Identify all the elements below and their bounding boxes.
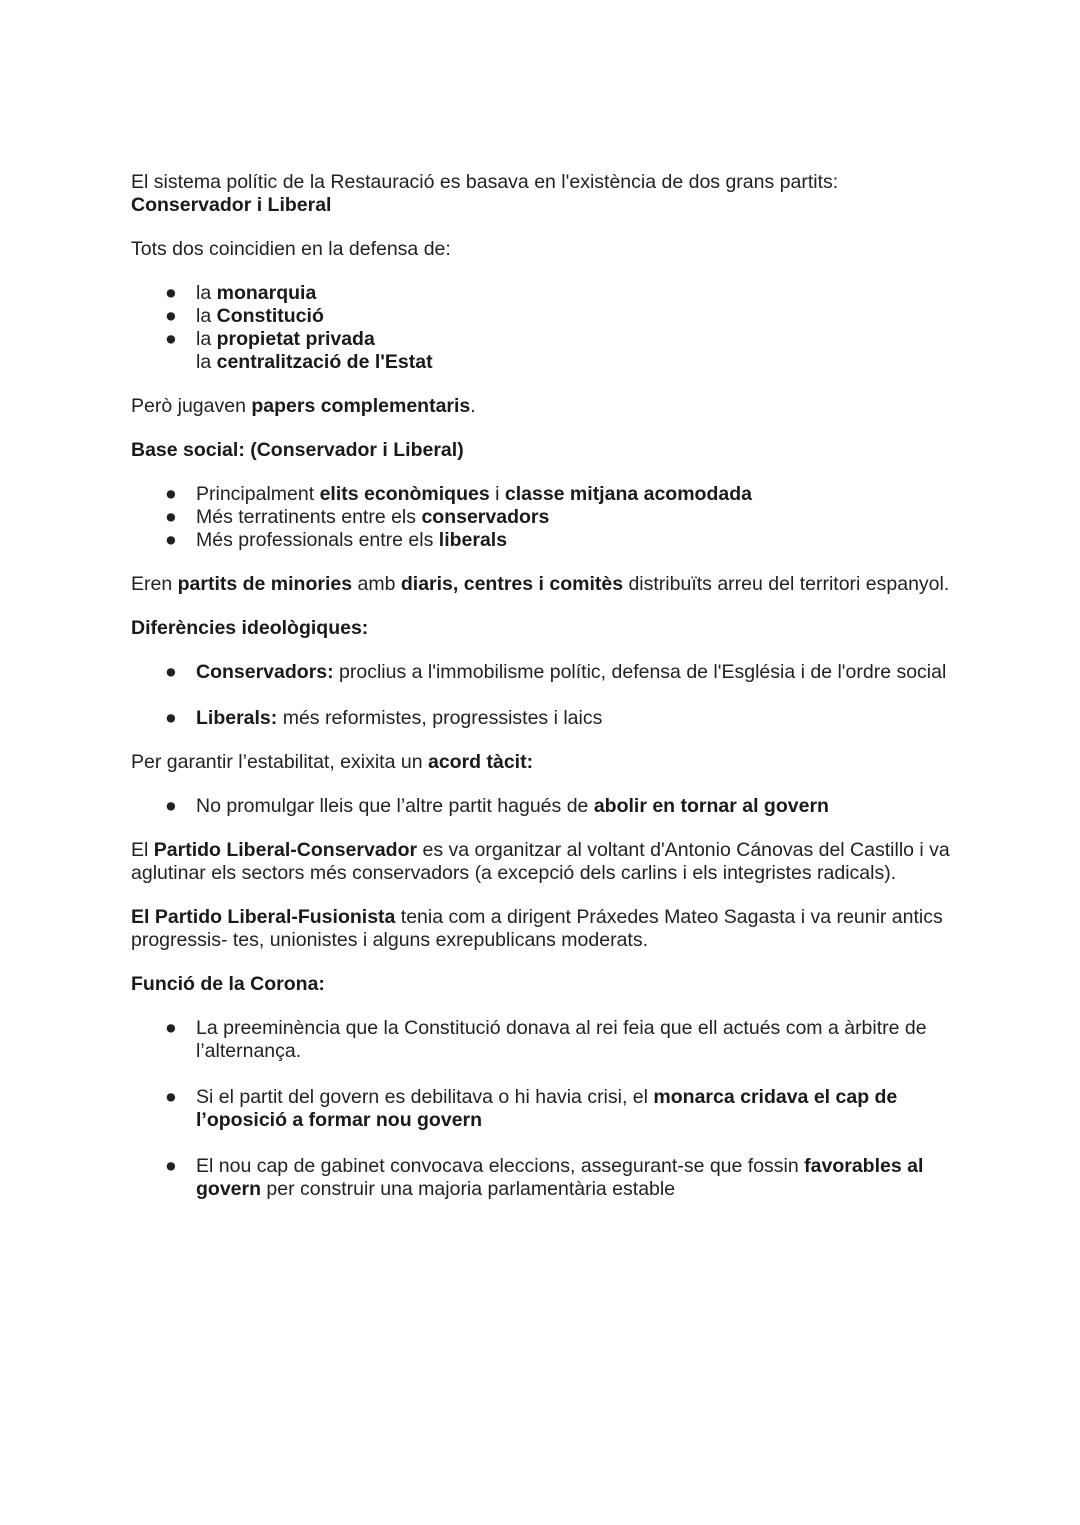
acord-text: Per garantir l’estabilitat, exixita un [131, 751, 428, 773]
corona-heading [131, 973, 970, 996]
diferencies-heading [131, 617, 970, 640]
bullet-icon: ● [165, 707, 177, 729]
bullet-icon: ● [165, 661, 177, 683]
list-item-text: Més terratinents entre els [196, 506, 422, 528]
list-item-text: Principalment [196, 483, 320, 505]
bullet-icon: ● [165, 305, 177, 327]
list-item-text: més reformistes, progressistes i laics [277, 707, 603, 729]
acord-bold: acord tàcit: [427, 751, 534, 773]
partido-conservador-paragraph [131, 839, 970, 885]
acord-paragraph [131, 751, 970, 774]
diferencies-list [131, 661, 970, 730]
paragraph-bold: Partido Liberal-Conservador [153, 839, 418, 861]
intro-parties: Conservador i Liberal [131, 194, 332, 216]
bullet-icon: ● [165, 483, 177, 505]
list-item [131, 506, 970, 529]
list-item-bold: Liberals: [196, 707, 278, 729]
list-item-bold: Constitució [216, 305, 324, 327]
minories-bold: diaris, centres i comitès [400, 573, 624, 595]
list-item-bold: monarquia [216, 282, 317, 304]
papers-period: . [470, 395, 476, 417]
acord-list [131, 795, 970, 818]
paragraph-text: tenia com a dirigent Práxedes Mateo Sagasta i va reunir antics progressis- tes, unionistes i alguns exrepublicans moderats. [131, 906, 943, 951]
minories-text: amb [352, 573, 401, 595]
papers-paragraph [131, 395, 970, 418]
paragraph-text: El [131, 839, 154, 861]
minories-text: distribuïts arreu del territori espanyol. [623, 573, 950, 595]
base-social-heading-text: Base social: (Conservador i Liberal) [131, 439, 464, 461]
coincide-list [131, 282, 970, 374]
bullet-icon: ● [165, 1086, 177, 1108]
list-item-text: la [196, 282, 217, 304]
list-item-bold: abolir en tornar al govern [593, 795, 829, 817]
corona-list [131, 1017, 970, 1201]
bullet-icon: ● [165, 529, 177, 551]
list-item [131, 351, 970, 374]
list-item-text: El nou cap de gabinet convocava eleccions, assegurant-se que fossin [196, 1155, 805, 1177]
base-social-list [131, 483, 970, 552]
list-item [131, 707, 970, 730]
list-item-bold: monarca cridava el cap de l’oposició a formar nou govern [196, 1086, 898, 1131]
list-item-text: la [196, 328, 217, 350]
bullet-icon: ● [165, 1017, 177, 1039]
list-item-text: i [489, 483, 505, 505]
partido-fusionista-paragraph [131, 906, 970, 952]
minories-paragraph [131, 573, 970, 596]
list-item-text: No promulgar lleis que l’altre partit hagués de [196, 795, 594, 817]
intro-text: El sistema polític de la Restauració es basava en l'existència de dos grans partits: [131, 171, 839, 193]
list-item-bold: elits econòmiques [319, 483, 490, 505]
diferencies-heading-text: Diferències ideològiques: [131, 617, 369, 639]
corona-heading-text: Funció de la Corona: [131, 973, 325, 995]
base-social-heading [131, 439, 970, 462]
bullet-icon: ● [165, 506, 177, 528]
paragraph-text: es va organitzar al voltant d'Antonio Cánovas del Castillo i va aglutinar els sectors més conservadors (a excepció dels carlins i els integristes radicals). [131, 839, 950, 884]
list-item-text: La preeminència que la Constitució donava al rei feia que ell actués com a àrbitre de l’alternança. [196, 1017, 927, 1062]
list-item-text: Més professionals entre els [196, 529, 439, 551]
papers-bold: papers complementaris [251, 395, 471, 417]
list-item-bold: propietat privada [216, 328, 375, 350]
bullet-icon: ● [165, 795, 177, 817]
papers-text: Però jugaven [131, 395, 252, 417]
minories-text: Eren [131, 573, 178, 595]
intro-paragraph [131, 171, 970, 217]
list-item-bold: Conservadors: [196, 661, 334, 683]
list-item [131, 661, 970, 684]
bullet-icon: ● [165, 282, 177, 304]
coincide-paragraph: Tots dos coincidien en la defensa de: [131, 238, 451, 260]
list-item [131, 483, 970, 506]
bullet-icon: ● [165, 1155, 177, 1177]
minories-bold: partits de minories [177, 573, 353, 595]
list-item [131, 282, 970, 305]
list-item-bold: conservadors [421, 506, 550, 528]
list-item [131, 305, 970, 328]
list-item [131, 1086, 970, 1132]
list-item-text: la [196, 305, 217, 327]
list-item [131, 1017, 970, 1063]
list-item-bold: centralització de l'Estat [216, 351, 433, 373]
list-item [131, 328, 970, 351]
paragraph-bold: El Partido Liberal-Fusionista [131, 906, 396, 928]
list-item-bold: favorables al govern [196, 1155, 924, 1200]
list-item [131, 529, 970, 552]
list-item-bold: classe mitjana acomodada [504, 483, 752, 505]
list-item-text: la [196, 351, 217, 373]
list-item-text: proclius a l'immobilisme polític, defensa de l'Església i de l'ordre social [333, 661, 947, 683]
bullet-icon: ● [165, 328, 177, 350]
list-item-bold: liberals [438, 529, 508, 551]
list-item-text: per construir una majoria parlamentària estable [261, 1178, 676, 1200]
list-item [131, 1155, 970, 1201]
list-item [131, 795, 970, 818]
list-item-text: Si el partit del govern es debilitava o hi havia crisi, el [196, 1086, 654, 1108]
